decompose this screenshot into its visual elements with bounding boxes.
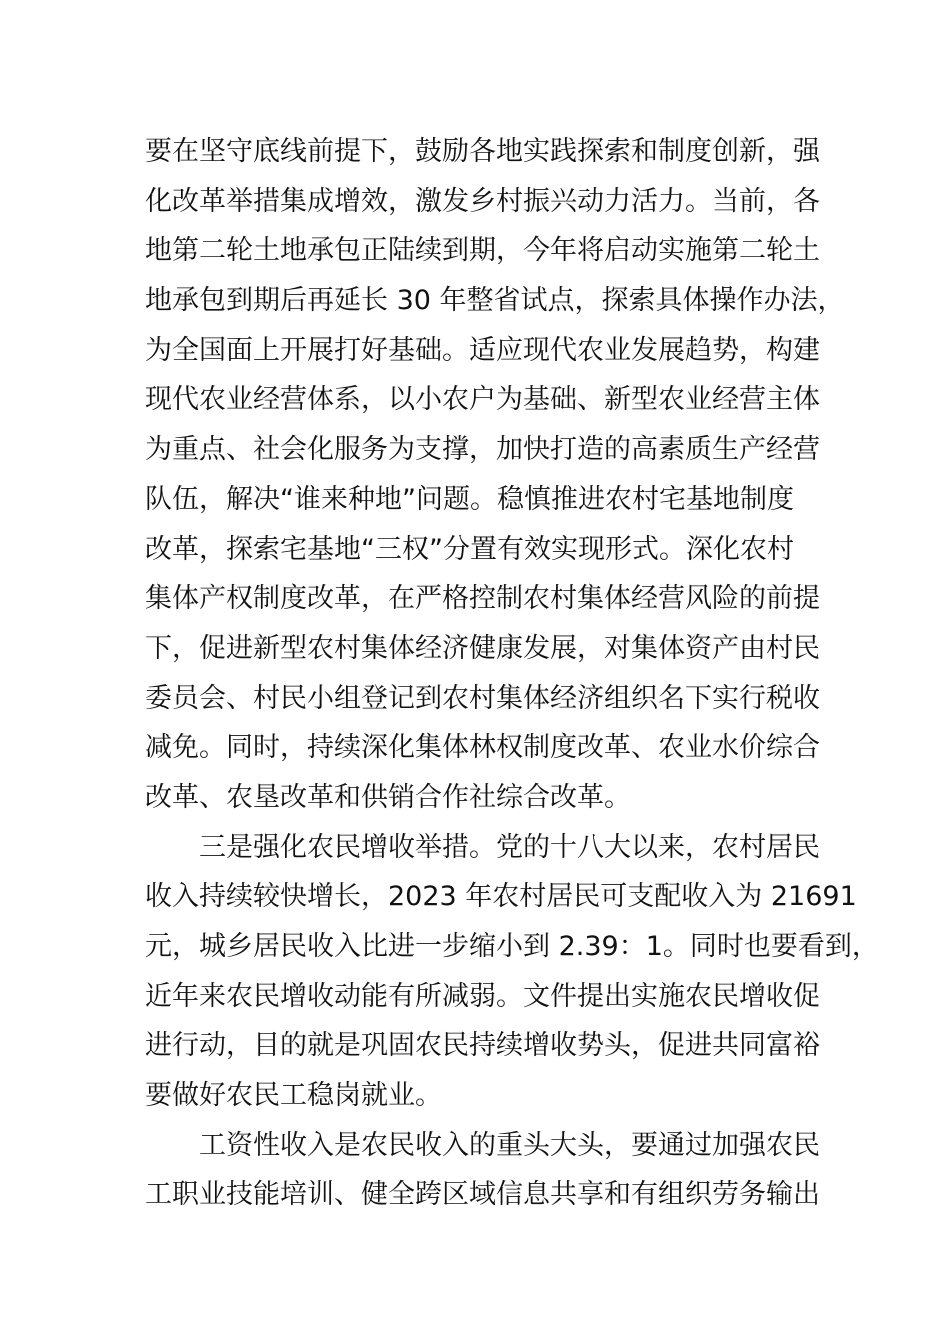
text-line: 下，促进新型农村集体经济健康发展，对集体资产由村民	[145, 632, 820, 664]
text-line: 进行动，目的就是巩固农民持续增收势头，促进共同富裕	[145, 1030, 820, 1062]
text-line: 要做好农民工稳岗就业。	[145, 1080, 442, 1112]
paragraph-start-line: 三是强化农民增收举措。党的十八大以来，农村居民	[199, 831, 820, 863]
text-line: 减免。同时，持续深化集体林权制度改革、农业水价综合	[145, 732, 820, 764]
text-line: 为重点、社会化服务为支撑，加快打造的高素质生产经营	[145, 434, 820, 466]
text-line: 为全国面上开展打好基础。适应现代农业发展趋势，构建	[145, 334, 820, 366]
document-body	[145, 127, 879, 1220]
text-line: 队伍，解决“谁来种地”问题。稳慎推进农村宅基地制度	[145, 483, 794, 515]
text-line: 近年来农民增收动能有所减弱。文件提出实施农民增收促	[145, 980, 820, 1012]
text-line: 改革、农垦改革和供销合作社综合改革。	[145, 781, 631, 813]
text-line: 收入持续较快增长，2023 年农村居民可支配收入为 21691	[145, 881, 857, 913]
text-line: 元，城乡居民收入比进一步缩小到 2.39：1。同时也要看到，	[145, 931, 879, 962]
paragraph-start-line: 工资性收入是农民收入的重头大头，要通过加强农民	[199, 1129, 820, 1161]
text-line: 委员会、村民小组登记到农村集体经济组织名下实行税收	[145, 682, 820, 714]
text-line: 改革，探索宅基地“三权”分置有效实现形式。深化农村	[145, 533, 794, 565]
text-line: 地承包到期后再延长 30 年整省试点，探索具体操作办法，	[145, 285, 845, 317]
text-line: 要在坚守底线前提下，鼓励各地实践探索和制度创新，强	[145, 136, 820, 167]
text-line: 地第二轮土地承包正陆续到期，今年将启动实施第二轮土	[145, 235, 820, 267]
text-line: 工职业技能培训、健全跨区域信息共享和有组织劳务输出	[145, 1179, 820, 1211]
text-line: 现代农业经营体系，以小农户为基础、新型农业经营主体	[145, 384, 820, 416]
text-line: 化改革举措集成增效，激发乡村振兴动力活力。当前，各	[145, 185, 820, 217]
text-line: 集体产权制度改革，在严格控制农村集体经营风险的前提	[145, 583, 820, 615]
